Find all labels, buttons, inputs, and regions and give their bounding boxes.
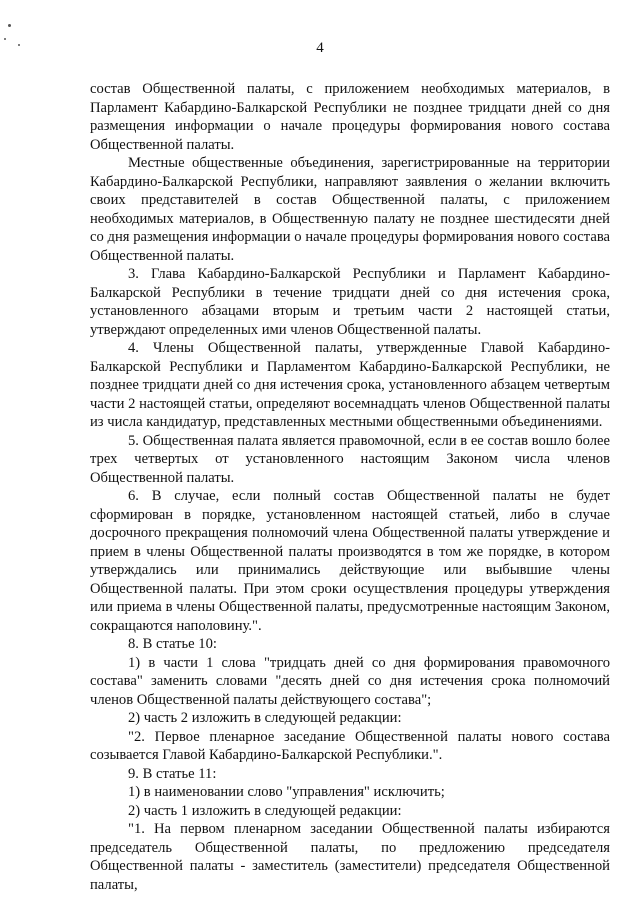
paragraph: 6. В случае, если полный состав Общественной палаты не будет сформирован в порядке, установленном настоящей статьей, либо в случае досрочного прекращения полномочий члена Общественной палаты утверждение и прием в члены Общественной палаты производятся в том же порядке, в котором утверждались или принимались действующие или выбывшие члены Общественной палаты. При этом сроки осуществления процедуры утверждения или приема в члены Общественной палаты, предусмотренные настоящим Законом, сокращаются наполовину.". <box>90 488 610 634</box>
paragraph: 4. Члены Общественной палаты, утвержденные Главой Кабардино-Балкарской Республики и Парламентом Кабардино-Балкарской Республики, не позднее тридцати дней со дня истечения срока, установленного абзацем четвертым части 2 настоящей статьи, определяют восемнадцать членов Общественной палаты из числа кандидатур, представленных местными общественными объединениями. <box>90 340 610 430</box>
paragraph: 1) в наименовании слово "управления" исключить; <box>128 784 445 800</box>
paragraph: 8. В статье 10: <box>128 636 217 652</box>
paragraph: 3. Глава Кабардино-Балкарской Республики и Парламент Кабардино-Балкарской Республики в течение тридцати дней со дня истечения срока, установленного абзацами вторым и третьим части 2 настоящей статьи, утверждают определенных ими членов Общественной палаты. <box>90 266 610 338</box>
page-number: 4 <box>316 40 324 56</box>
paragraph: состав Общественной палаты, с приложением необходимых материалов, в Парламент Кабардино-Балкарской Республики не позднее тридцати дней со дня размещения информации о начале процедуры формирования нового состава Общественной палаты. <box>90 81 610 153</box>
paragraph: Местные общественные объединения, зарегистрированные на территории Кабардино-Балкарской Республики, направляют заявления о желании включить своих представителей в состав Общественной палаты, с приложением необходимых материалов, в Общественную палату не позднее шестидесяти дней со дня размещения информации о начале процедуры формирования нового состава Общественной палаты. <box>90 155 610 264</box>
paragraph: 2) часть 2 изложить в следующей редакции: <box>128 710 402 726</box>
paragraph: 1) в части 1 слова "тридцать дней со дня формирования правомочного состава" заменить словами "десять дней со дня истечения срока полномочий членов Общественной палаты действующего состава"; <box>90 654 610 708</box>
paragraph: "2. Первое пленарное заседание Общественной палаты нового состава созывается Главой Кабардино-Балкарской Республики.". <box>90 728 610 763</box>
paragraph: 2) часть 1 изложить в следующей редакции: <box>128 802 402 819</box>
paragraph: 9. В статье 11: <box>128 765 217 782</box>
paragraph: 5. Общественная палата является правомочной, если в ее состав вошло более трех четвертых от установленного настоящим Законом числа членов Общественной палаты. <box>90 432 610 486</box>
scan-speck <box>8 24 11 27</box>
document-body <box>90 80 610 894</box>
paragraph: "1. На первом пленарном заседании Общественной палаты избираются председатель Общественной палаты, по предложению председателя Общественной палаты - заместитель (заместители) председателя Общественной палаты, <box>90 821 610 893</box>
